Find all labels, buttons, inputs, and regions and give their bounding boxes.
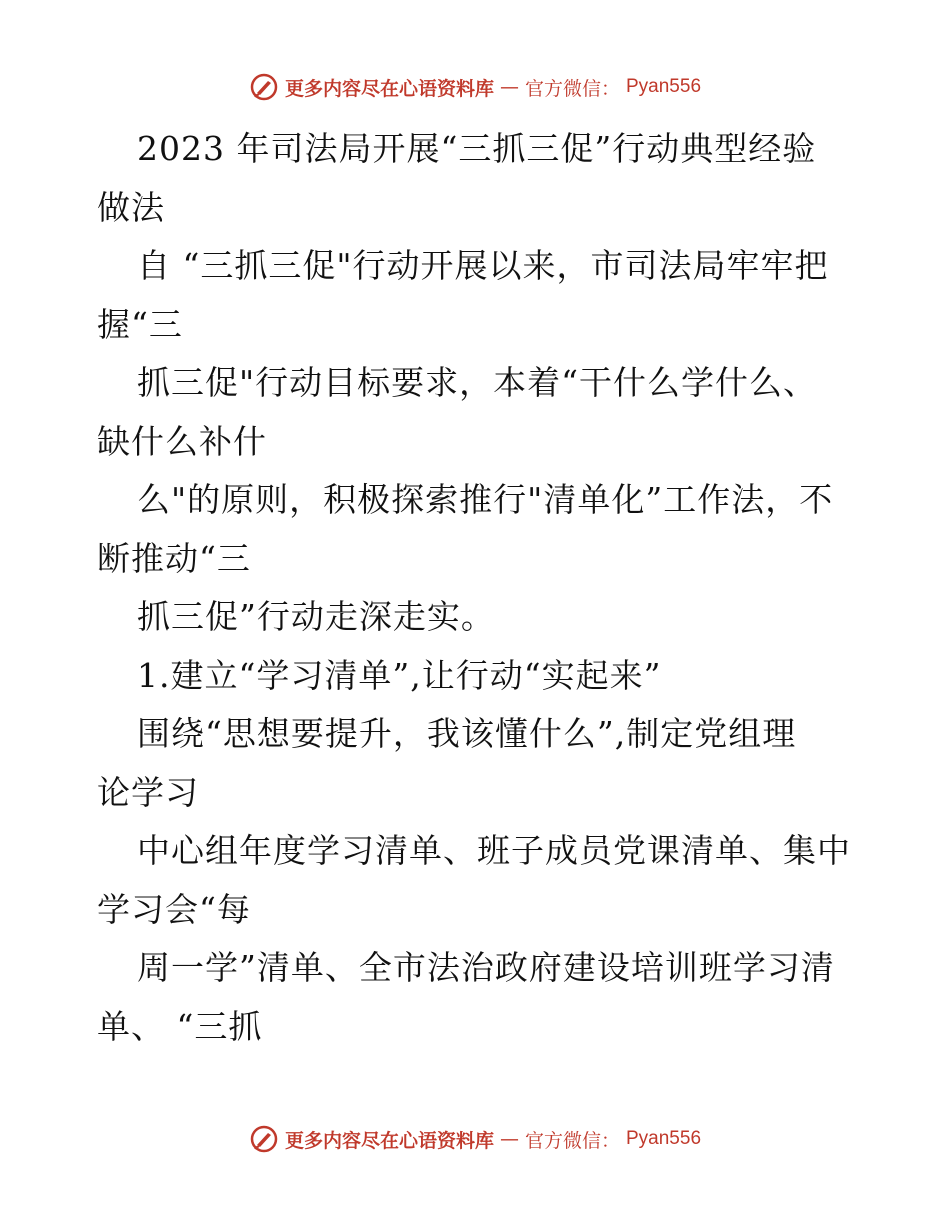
doc-line-6: 缺什么补什	[97, 421, 267, 461]
doc-line-16: 单、 “三抓	[97, 1006, 263, 1046]
watermark-separator: —	[499, 76, 519, 98]
watermark-main-text: 更多内容尽在心语资料库	[284, 77, 494, 100]
doc-line-15: 周一学”清单、全市法治政府建设培训班学习清	[137, 948, 835, 987]
doc-line-14: 学习会“每	[97, 889, 251, 929]
doc-line-2: 做法	[97, 187, 165, 227]
watermark-wechat-label: 官方微信：	[524, 1129, 620, 1152]
doc-line-8: 断推动“三	[97, 538, 251, 578]
doc-line-1: 2023 年司法局开展“三抓三促”行动典型经验	[137, 129, 817, 168]
doc-line-7: 么"的原则，积极探索推行"清单化”工作法，不	[137, 480, 834, 519]
watermark-wechat-id: Pyan556	[626, 76, 702, 97]
doc-line-12: 论学习	[97, 772, 199, 812]
watermark-main-text: 更多内容尽在心语资料库	[284, 1129, 494, 1152]
brush-logo-icon	[249, 1124, 279, 1154]
doc-line-3: 自 “三抓三促"行动开展以来，市司法局牢牢把	[137, 246, 829, 285]
brush-logo-icon	[249, 72, 279, 102]
doc-line-10: 1.建立“学习清单”,让行动“实起来”	[137, 655, 662, 695]
header-watermark	[0, 72, 950, 102]
watermark-separator: —	[499, 1128, 519, 1150]
doc-line-5: 抓三促"行动目标要求，本着“干什么学什么、	[137, 363, 818, 402]
watermark-wechat-id: Pyan556	[626, 1128, 702, 1149]
doc-line-11: 围绕“思想要提升，我该懂什么”,制定党组理	[137, 714, 797, 753]
doc-line-9: 抓三促”行动走深走实。	[137, 597, 495, 636]
doc-line-4: 握“三	[97, 304, 183, 344]
document-body	[97, 120, 857, 1056]
watermark-wechat-label: 官方微信：	[524, 77, 620, 100]
footer-watermark	[0, 1124, 950, 1154]
doc-line-13: 中心组年度学习清单、班子成员党课清单、集中	[137, 831, 851, 870]
